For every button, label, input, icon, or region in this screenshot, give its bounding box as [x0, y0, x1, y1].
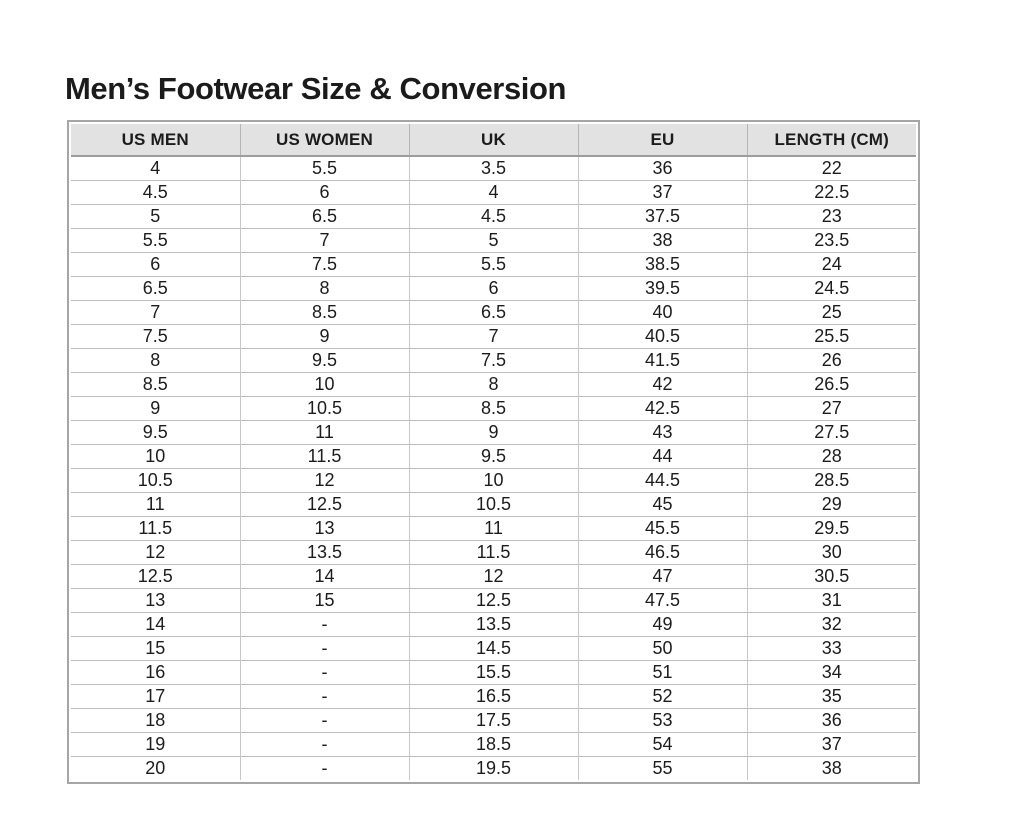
table-cell: 5.5	[409, 253, 578, 277]
column-header-uk: UK	[409, 124, 578, 156]
table-cell: 40.5	[578, 325, 747, 349]
table-cell: 7	[71, 301, 240, 325]
table-cell: 43	[578, 421, 747, 445]
table-row	[71, 373, 916, 397]
table-cell: 47	[578, 565, 747, 589]
table-cell: 45.5	[578, 517, 747, 541]
table-cell: -	[240, 637, 409, 661]
table-cell: 8	[71, 349, 240, 373]
column-header-eu: EU	[578, 124, 747, 156]
table-cell: 18	[71, 709, 240, 733]
table-cell: 22.5	[747, 181, 916, 205]
table-cell: 36	[747, 709, 916, 733]
table-cell: 15	[71, 637, 240, 661]
table-cell: 9	[240, 325, 409, 349]
table-row	[71, 685, 916, 709]
table-cell: 15	[240, 589, 409, 613]
table-row	[71, 493, 916, 517]
table-cell: 25.5	[747, 325, 916, 349]
table-cell: 11.5	[240, 445, 409, 469]
table-cell: -	[240, 709, 409, 733]
table-cell: 51	[578, 661, 747, 685]
table-cell: 29	[747, 493, 916, 517]
table-cell: 40	[578, 301, 747, 325]
table-cell: 50	[578, 637, 747, 661]
table-cell: 8.5	[71, 373, 240, 397]
table-cell: 6.5	[240, 205, 409, 229]
table-cell: 13.5	[409, 613, 578, 637]
table-cell: 5	[71, 205, 240, 229]
table-row	[71, 589, 916, 613]
table-row	[71, 181, 916, 205]
table-row	[71, 349, 916, 373]
table-row	[71, 277, 916, 301]
table-cell: 12	[240, 469, 409, 493]
table-cell: 27	[747, 397, 916, 421]
table-cell: 37	[578, 181, 747, 205]
table-cell: 16	[71, 661, 240, 685]
table-row	[71, 229, 916, 253]
table-cell: 46.5	[578, 541, 747, 565]
table-cell: 11.5	[71, 517, 240, 541]
table-row	[71, 541, 916, 565]
table-row	[71, 709, 916, 733]
table-cell: 16.5	[409, 685, 578, 709]
table-cell: 42	[578, 373, 747, 397]
table-cell: 41.5	[578, 349, 747, 373]
table-cell: 52	[578, 685, 747, 709]
table-cell: 7.5	[409, 349, 578, 373]
table-cell: 9	[71, 397, 240, 421]
table-row	[71, 421, 916, 445]
table-cell: 8.5	[240, 301, 409, 325]
table-cell: -	[240, 733, 409, 757]
table-cell: 24.5	[747, 277, 916, 301]
table-cell: 7	[409, 325, 578, 349]
table-cell: 6.5	[409, 301, 578, 325]
table-cell: 22	[747, 156, 916, 181]
table-cell: 10.5	[240, 397, 409, 421]
table-cell: 15.5	[409, 661, 578, 685]
table-cell: 38.5	[578, 253, 747, 277]
table-cell: 29.5	[747, 517, 916, 541]
size-table-frame	[67, 120, 920, 784]
table-cell: 6	[71, 253, 240, 277]
table-row	[71, 469, 916, 493]
table-cell: 44.5	[578, 469, 747, 493]
table-row	[71, 613, 916, 637]
table-cell: 9.5	[409, 445, 578, 469]
table-cell: 11	[240, 421, 409, 445]
table-row	[71, 156, 916, 181]
table-row	[71, 757, 916, 781]
table-cell: 5.5	[71, 229, 240, 253]
table-row	[71, 325, 916, 349]
table-cell: 30	[747, 541, 916, 565]
table-cell: 8.5	[409, 397, 578, 421]
table-cell: 6	[240, 181, 409, 205]
table-cell: 19	[71, 733, 240, 757]
table-row	[71, 733, 916, 757]
table-cell: 42.5	[578, 397, 747, 421]
table-cell: 32	[747, 613, 916, 637]
table-cell: 4	[71, 156, 240, 181]
table-cell: 4.5	[409, 205, 578, 229]
table-cell: 38	[578, 229, 747, 253]
table-row	[71, 397, 916, 421]
table-cell: 10.5	[71, 469, 240, 493]
table-cell: 55	[578, 757, 747, 781]
table-cell: 9.5	[71, 421, 240, 445]
table-cell: 34	[747, 661, 916, 685]
table-cell: 47.5	[578, 589, 747, 613]
table-row	[71, 445, 916, 469]
table-cell: 12.5	[409, 589, 578, 613]
table-header-row	[71, 124, 916, 156]
table-cell: 37	[747, 733, 916, 757]
size-table-body	[71, 156, 916, 780]
table-cell: 5	[409, 229, 578, 253]
table-cell: 9.5	[240, 349, 409, 373]
table-cell: 26.5	[747, 373, 916, 397]
table-cell: 8	[409, 373, 578, 397]
table-cell: 8	[240, 277, 409, 301]
table-cell: 7.5	[240, 253, 409, 277]
table-cell: 7	[240, 229, 409, 253]
table-cell: -	[240, 613, 409, 637]
table-cell: -	[240, 757, 409, 781]
table-cell: 13	[240, 517, 409, 541]
table-row	[71, 253, 916, 277]
table-cell: 3.5	[409, 156, 578, 181]
table-cell: 54	[578, 733, 747, 757]
table-cell: 10	[240, 373, 409, 397]
column-header-length-cm: LENGTH (CM)	[747, 124, 916, 156]
table-cell: 44	[578, 445, 747, 469]
table-row	[71, 565, 916, 589]
table-cell: 12.5	[71, 565, 240, 589]
table-cell: 14.5	[409, 637, 578, 661]
table-cell: 19.5	[409, 757, 578, 781]
table-cell: 30.5	[747, 565, 916, 589]
table-cell: 6.5	[71, 277, 240, 301]
table-cell: 14	[240, 565, 409, 589]
table-cell: 12.5	[240, 493, 409, 517]
table-cell: 35	[747, 685, 916, 709]
table-cell: 37.5	[578, 205, 747, 229]
table-row	[71, 205, 916, 229]
table-cell: 12	[71, 541, 240, 565]
table-row	[71, 661, 916, 685]
table-cell: -	[240, 661, 409, 685]
table-cell: 24	[747, 253, 916, 277]
table-cell: 12	[409, 565, 578, 589]
table-cell: 26	[747, 349, 916, 373]
table-cell: 10	[71, 445, 240, 469]
table-cell: 17	[71, 685, 240, 709]
table-cell: 10.5	[409, 493, 578, 517]
table-cell: 23.5	[747, 229, 916, 253]
size-conversion-table	[71, 124, 916, 780]
table-cell: 33	[747, 637, 916, 661]
table-cell: 17.5	[409, 709, 578, 733]
table-cell: 14	[71, 613, 240, 637]
table-cell: 20	[71, 757, 240, 781]
table-cell: 18.5	[409, 733, 578, 757]
table-cell: 13.5	[240, 541, 409, 565]
table-row	[71, 301, 916, 325]
table-cell: 6	[409, 277, 578, 301]
table-cell: -	[240, 685, 409, 709]
column-header-us-women: US WOMEN	[240, 124, 409, 156]
table-cell: 39.5	[578, 277, 747, 301]
page-title: Men’s Footwear Size & Conversion	[65, 71, 567, 106]
table-cell: 11.5	[409, 541, 578, 565]
table-cell: 28	[747, 445, 916, 469]
table-cell: 4	[409, 181, 578, 205]
table-cell: 31	[747, 589, 916, 613]
table-cell: 23	[747, 205, 916, 229]
table-header	[71, 124, 916, 156]
table-cell: 10	[409, 469, 578, 493]
table-cell: 9	[409, 421, 578, 445]
table-cell: 36	[578, 156, 747, 181]
table-cell: 4.5	[71, 181, 240, 205]
table-cell: 25	[747, 301, 916, 325]
table-cell: 13	[71, 589, 240, 613]
table-cell: 53	[578, 709, 747, 733]
table-cell: 38	[747, 757, 916, 781]
table-row	[71, 637, 916, 661]
table-cell: 45	[578, 493, 747, 517]
table-cell: 11	[71, 493, 240, 517]
table-cell: 27.5	[747, 421, 916, 445]
table-cell: 5.5	[240, 156, 409, 181]
column-header-us-men: US MEN	[71, 124, 240, 156]
table-cell: 7.5	[71, 325, 240, 349]
table-cell: 11	[409, 517, 578, 541]
table-cell: 28.5	[747, 469, 916, 493]
table-row	[71, 517, 916, 541]
table-cell: 49	[578, 613, 747, 637]
